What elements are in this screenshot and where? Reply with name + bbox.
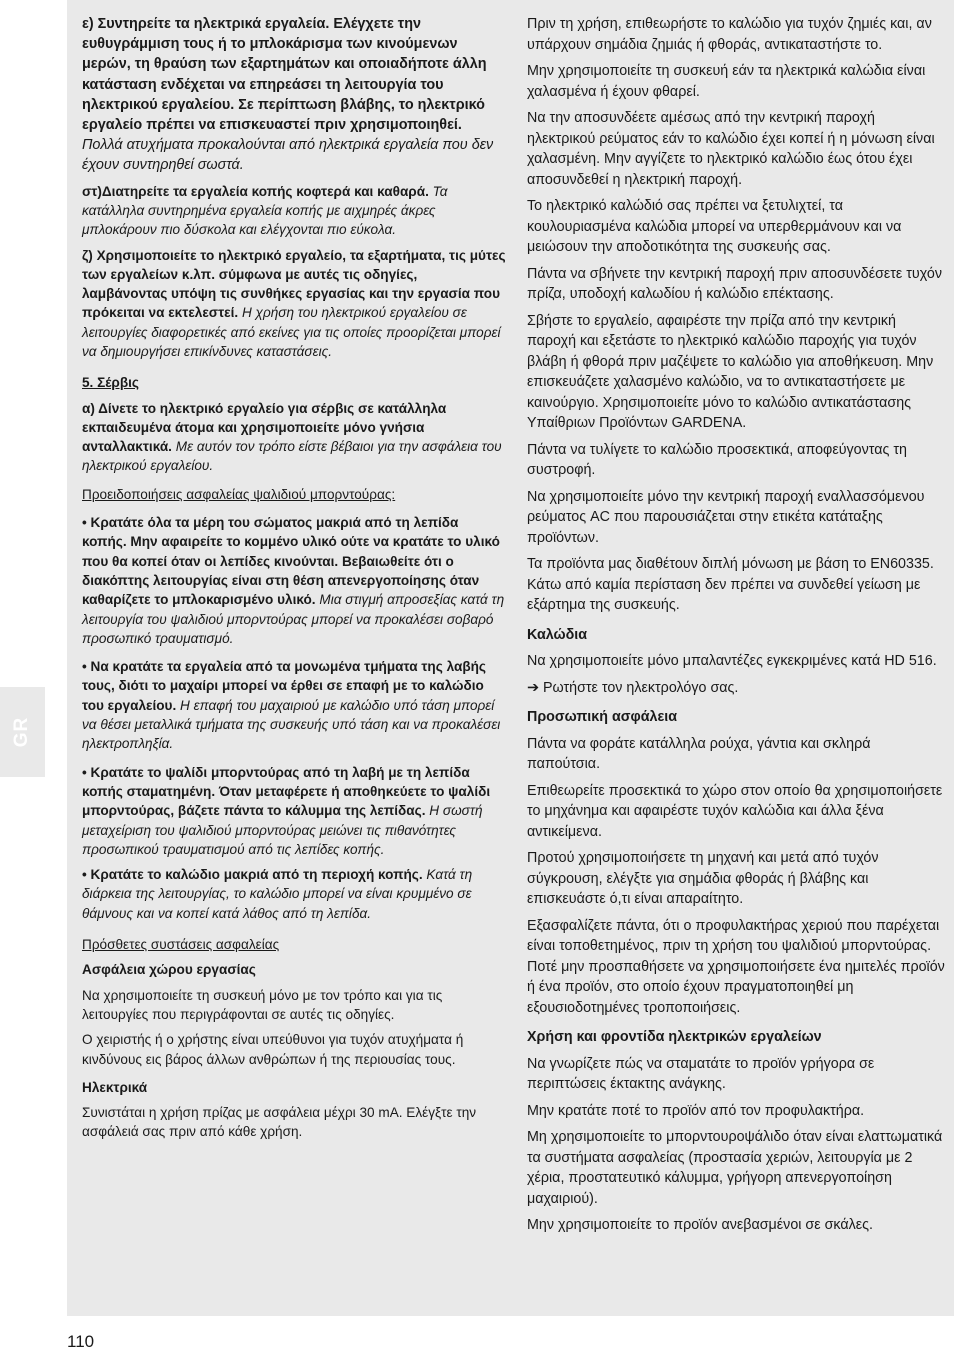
left-column	[82, 14, 506, 1148]
workplace-p2: Ο χειριστής ή ο χρήστης είναι υπεύθυνοι για τυχόν ατυχήματα ή κινδύνους εις βάρος άλλων ανθρώπων ή της περιουσίας τους.	[82, 1032, 464, 1067]
section-a	[82, 399, 506, 476]
section-z-italic: Η χρήση του ηλεκτρικού εργαλείου σε λειτουργίες διαφορετικές από εκείνες για τις οποίες προορίζεται μπορεί να δημιουργήσει επικίνδυνες καταστάσεις.	[82, 305, 501, 359]
section-a-bold: α) Δίνετε το ηλεκτρικό εργαλείο για σέρβις σε κατάλληλα εκπαιδευμένα άτομα και χρησιμοποιείτε μόνο γνήσια ανταλλακτικά.	[82, 400, 447, 455]
section-e-bold: ε) Συντηρείτε τα ηλεκτρικά εργαλεία. Ελέγχετε την ευθυγράμμιση τους ή το μπλοκάρισμα των κινούμενων μερών, τη θραύση των εξαρτημάτων και οποιαδήποτε άλλη κατάσταση ενδέχεται να επηρεάσει τη λειτουργία του ηλεκτρικού εργαλείου. Σε περίπτωση βλάβης, το ηλεκτρικό εργαλείο πρέπει να επισκευαστεί πριν χρησιμοποιηθεί.	[82, 16, 487, 134]
electrical-heading: Ηλεκτρικά	[82, 1079, 148, 1095]
cables-p1: Να χρησιμοποιείτε μόνο μπαλαντέζες εγκεκριμένες κατά HD 516.	[527, 653, 937, 669]
bullet-2-bold: • Να κρατάτε τα εργαλεία από τα μονωμένα τμήματα της λαβής τους, διότι το μαχαίρι μπορεί να έρθει σε επαφή με το καλώδιο του εργαλείου.	[82, 659, 486, 713]
bullet-1	[82, 513, 506, 648]
bullet-3-bold: • Κρατάτε το ψαλίδι μπορντούρας από τη λαβή με τη λεπίδα κοπής σταματημένη. Όταν μεταφέρετε ή αποθηκεύετε το ψαλίδι μπορντούρας, βάζετε πάντα το κάλυμμα της λεπίδας.	[82, 764, 491, 819]
section-z-bold: ζ) Χρησιμοποιείτε το ηλεκτρικό εργαλείο, τα εξαρτήματα, τις μύτες των εργαλείων κ.λπ. σύμφωνα με αυτές τις οδηγίες, λαμβάνοντας υπόψη τις συνθήκες εργασίας και την εργασία που πρόκειται να εκτελεστεί.	[82, 247, 506, 321]
right-p9: Τα προϊόντα μας διαθέτουν διπλή μόνωση με βάση το EN60335. Κάτω από καμία περίσταση δεν πρέπει να συνδεθεί γείωση με εξάρτημα της συσκευής.	[527, 556, 934, 613]
right-column	[527, 14, 947, 1242]
page-number: 110	[67, 1332, 95, 1351]
use-p4: Μην χρησιμοποιείτε το προϊόν ανεβασμένοι σε σκάλες.	[527, 1217, 874, 1233]
section5-heading: 5. Σέρβις	[82, 375, 139, 391]
use-p3: Μη χρησιμοποιείτε το μπορντουροψάλιδο όταν είναι ελαττωματικά τα συστήματα ασφαλείας (προστασία χεριών, λειτουργία με 2 χέρια, προστατευτικό κάλυμμα, γρήγορη απενεργοποίηση μαχαιριού).	[527, 1129, 943, 1207]
right-p1: Πριν τη χρήση, επιθεωρήστε το καλώδιο για τυχόν ζημιές και, αν υπάρχουν σημάδια ζημιάς ή φθοράς, αντικαταστήστε το.	[527, 16, 932, 53]
workplace-p1: Να χρησιμοποιείτε τη συσκευή μόνο με τον τρόπο και για τις λειτουργίες που περιγράφονται σε αυτές τις οδηγίες.	[82, 987, 443, 1022]
cables-p2	[527, 678, 947, 699]
right-p6: Σβήστε το εργαλείο, αφαιρέστε την πρίζα από την κεντρική παροχή και εξετάστε το ηλεκτρικό καλώδιο παροχής για τυχόν βλάβη ή φθορά πριν μαζέψετε το καλώδιο για αποθήκευση. Μην επισκευάζετε χαλασμένο καλώδιο, να το αντικαταστήσετε με καινούργιο. Χρησιμοποιείτε μόνο το καλώδιο αντικατάστασης Υπαίθριων Προϊόντων GARDENA.	[527, 312, 934, 431]
bullet-3	[82, 763, 506, 859]
bullet-4	[82, 865, 506, 923]
bullet-2	[82, 657, 506, 753]
personal-heading: Προσωπική ασφάλεια	[527, 709, 678, 725]
extra-heading: Πρόσθετες συστάσεις ασφαλείας	[82, 937, 280, 953]
hedge-warning-heading: Προειδοποιήσεις ασφαλείας ψαλιδιού μπορντούρας:	[82, 486, 396, 502]
right-p4: Το ηλεκτρικό καλώδιό σας πρέπει να ξετυλιχτεί, τα κουλουριασμένα καλώδια μπορεί να υπερθερμάνουν και να μειώσουν την αποδοτικότητα της συσκευής σας.	[527, 198, 902, 255]
cables-heading: Καλώδια	[527, 626, 588, 643]
workplace-heading: Ασφάλεια χώρου εργασίας	[82, 962, 256, 978]
right-p3: Να την αποσυνδέετε αμέσως από την κεντρική παροχή ηλεκτρικού ρεύματος εάν το καλώδιο έχει κοπεί ή η μόνωση είναι χαλασμένη. Μην αγγίζετε το ηλεκτρικό καλώδιο έως ότου έχει αποσυνδεθεί η ηλεκτρική παροχή.	[527, 110, 935, 188]
right-p7: Πάντα να τυλίγετε το καλώδιο προσεκτικά, αποφεύγοντας τη συστροφή.	[527, 441, 907, 478]
personal-p3: Προτού χρησιμοποιήσετε τη μηχανή και μετά από τυχόν σύγκρουση, ελέγξτε για σημάδια φθοράς ή βλάβης και επισκευάστε ό,τι είναι απαραίτητο.	[527, 850, 879, 907]
bullet-4-italic: Κατά τη διάρκεια της λειτουργίας, το καλώδιο μπορεί να είναι κρυμμένο σε θάμνους και να κοπεί κατά λάθος από τη λεπίδα.	[82, 867, 473, 921]
section-st	[82, 182, 506, 240]
section-st-bold: στ)Διατηρείτε τα εργαλεία κοπής κοφτερά και καθαρά.	[82, 183, 429, 199]
bullet-3-italic: Η σωστή μεταχείριση του ψαλιδιού μπορντούρας μειώνει τις πιθανότητες προσωπικού τραυματισμού από τις λεπίδες κοπής.	[82, 803, 483, 857]
section-z	[82, 246, 506, 362]
bullet-2-italic: Η επαφή του μαχαιριού με καλώδιο υπό τάση μπορεί να θέσει μεταλλικά τμήματα της συσκευής υπό τάση και να προκαλέσει ηλεκτροπληξία.	[82, 697, 501, 752]
right-p2: Μην χρησιμοποιείτε τη συσκευή εάν τα ηλεκτρικά καλώδια είναι χαλασμένα ή έχουν φθαρεί.	[527, 63, 926, 100]
section-e	[82, 14, 506, 176]
section-e-italic: Πολλά ατυχήματα προκαλούνται από ηλεκτρικά εργαλεία που δεν έχουν συντηρηθεί σωστά.	[82, 137, 494, 174]
personal-p4: Εξασφαλίζετε πάντα, ότι ο προφυλακτήρας χεριού που παρέχεται είναι τοποθετημένος, πριν τη χρήση του ψαλιδιού μπορντούρας. Ποτέ μην προσπαθήσετε να χρησιμοποιήσετε ένα ημιτελές προϊόν ή ένα προϊόν, στο οποίο έχουν πραγματοποιηθεί μη εξουσιοδοτημένες τροποποιήσεις.	[527, 917, 945, 1016]
bullet-4-bold: • Κρατάτε το καλώδιο μακριά από τη περιοχή κοπής.	[82, 867, 423, 883]
personal-p2: Επιθεωρείτε προσεκτικά το χώρο στον οποίο θα χρησιμοποιήσετε το μηχάνημα και αφαιρέστε τυχόν καλώδια και άλλα ξένα αντικείμενα.	[527, 782, 943, 840]
section-st-italic: Τα κατάλληλα συντηρημένα εργαλεία κοπής με αιχμηρές άκρες μπλοκάρουν πιο δύσκολα και ελέγχονται πιο εύκολα.	[82, 183, 448, 238]
use-p1: Να γνωρίζετε πώς να σταματάτε το προϊόν γρήγορα σε περιπτώσεις έκτακτης ανάγκης.	[527, 1055, 875, 1092]
cables-p2-text: Ρωτήστε τον ηλεκτρολόγο σας.	[542, 679, 739, 696]
section-a-italic: Με αυτόν τον τρόπο είστε βέβαιοι για την ασφάλεια του ηλεκτρικού εργαλείου.	[82, 439, 502, 474]
use-care-heading: Χρήση και φροντίδα ηλεκτρικών εργαλείων	[527, 1029, 822, 1045]
bullet-1-bold: • Κρατάτε όλα τα μέρη του σώματος μακριά από τη λεπίδα κοπής. Μην αφαιρείτε το κομμένο υλικό ούτε να κρατάτε το υλικό που θα κοπεί όταν οι λεπίδες κινούνται. Βεβαιωθείτε ότι ο διακόπτης λειτουργίας είναι στη θέση απενεργοποίησης όταν καθαρίζετε το μπλοκαρισμένο υλικό.	[82, 515, 500, 608]
bullet-1-italic: Μια στιγμή απροσεξίας κατά τη λειτουργία του ψαλιδιού μπορντούρας μπορεί να προκαλέσει σοβαρό προσωπικό τραυματισμό.	[82, 592, 505, 646]
right-p5: Πάντα να σβήνετε την κεντρική παροχή πριν αποσυνδέσετε τυχόν πρίζα, υποδοχή καλωδίου ή καλώδιο επέκτασης.	[527, 265, 942, 302]
right-p8: Να χρησιμοποιείτε μόνο την κεντρική παροχή εναλλασσόμενου ρεύματος AC που παρουσιάζεται στην ετικέτα κατάταξης προϊόντων.	[527, 488, 925, 546]
personal-p1: Πάντα να φοράτε κατάλληλα ρούχα, γάντια και σκληρά παπούτσια.	[527, 735, 871, 772]
use-p2: Μην κρατάτε ποτέ το προϊόν από τον προφυλακτήρα.	[527, 1102, 865, 1119]
arrow-icon: ➔	[527, 679, 539, 696]
language-tab-label: GR	[11, 716, 32, 748]
electrical-p1: Συνιστάται η χρήση πρίζας με ασφάλεια μέχρι 30 mA. Ελέγξτε την ασφάλειά σας πριν από κάθε χρήση.	[82, 1105, 477, 1140]
